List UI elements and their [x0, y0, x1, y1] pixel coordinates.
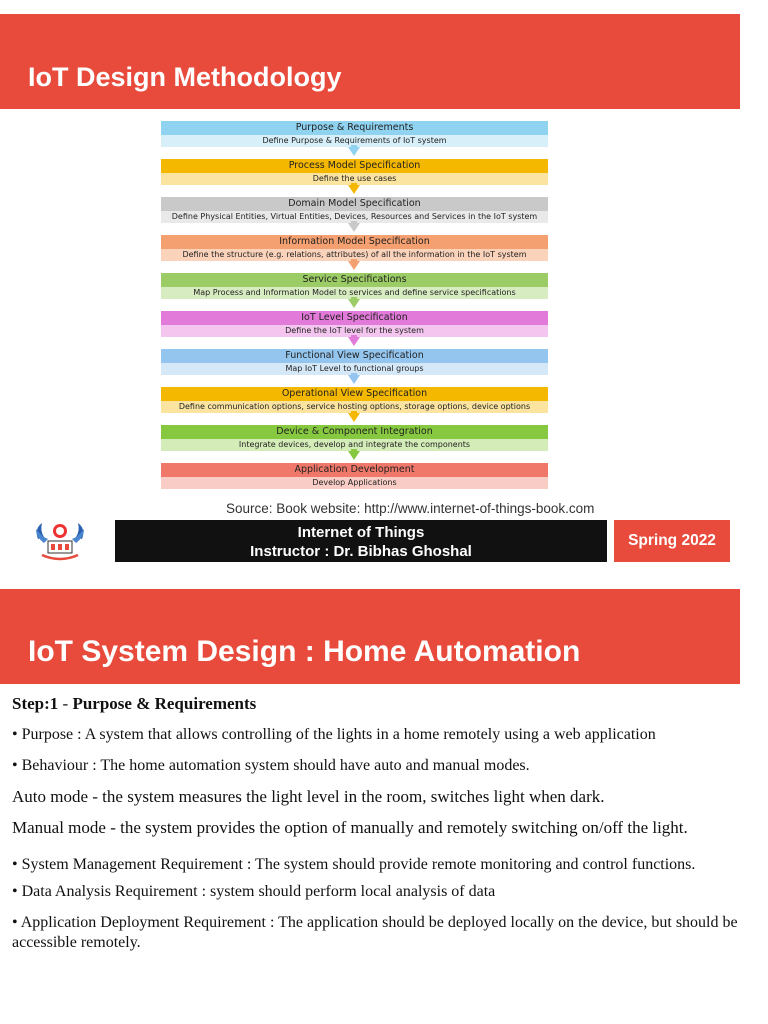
- flow-arrow-down-icon: [348, 261, 360, 270]
- methodology-flowchart: [161, 121, 548, 501]
- flow-arrow-down-icon: [348, 147, 360, 156]
- flow-step: [161, 349, 548, 387]
- paragraph-system-management: • System Management Requirement : The system should provide remote monitoring and control functions.: [12, 856, 696, 873]
- flow-arrow-down-icon: [348, 375, 360, 384]
- flow-step-title: Purpose & Requirements: [161, 121, 548, 135]
- slide1-title-banner: [0, 14, 740, 109]
- paragraph-purpose: • Purpose : A system that allows controlling of the lights in a home remotely using a web application: [12, 726, 656, 743]
- flow-step: [161, 425, 548, 463]
- flow-arrow-down-icon: [348, 299, 360, 308]
- slide2-title: IoT System Design : Home Automation: [28, 635, 581, 668]
- flow-arrow-down-icon: [348, 413, 360, 422]
- step-title: Purpose & Requirements: [72, 694, 257, 713]
- flow-arrow-down-icon: [348, 185, 360, 194]
- flow-step-title: Information Model Specification: [161, 235, 548, 249]
- instructor-name: Instructor : Dr. Bibhas Ghoshal: [250, 543, 472, 560]
- flow-step-description: Define the use cases: [161, 173, 548, 185]
- slide2-title-banner: [0, 589, 740, 684]
- step-label: Step:1: [12, 694, 59, 713]
- flow-step: [161, 463, 548, 501]
- flow-step-title: Functional View Specification: [161, 349, 548, 363]
- flow-step-description: Define the structure (e.g. relations, attributes) of all the information in the IoT system: [161, 249, 548, 261]
- source-citation: Source: Book website: http://www.internet-of-things-book.com: [226, 501, 595, 516]
- flow-step: [161, 235, 548, 273]
- paragraph-manual-mode: Manual mode - the system provides the option of manually and remotely switching on/off the light.: [12, 818, 688, 837]
- flow-step-description: Define Physical Entities, Virtual Entities, Devices, Resources and Services in the IoT system: [161, 211, 548, 223]
- flow-step-title: Device & Component Integration: [161, 425, 548, 439]
- flow-arrow-down-icon: [348, 337, 360, 346]
- term-badge: Spring 2022: [614, 520, 730, 562]
- flow-step-description: Develop Applications: [161, 477, 548, 489]
- flow-step-description: Map Process and Information Model to services and define service specifications: [161, 287, 548, 299]
- paragraph-application-deployment: • Application Deployment Requirement : The application should be deployed locally on the device, but should be accessible remotely.: [12, 914, 738, 951]
- course-name: Internet of Things: [297, 524, 425, 541]
- flow-step-description: Define communication options, service hosting options, storage options, device options: [161, 401, 548, 413]
- flow-step-description: Integrate devices, develop and integrate the components: [161, 439, 548, 451]
- flow-arrow-down-icon: [348, 223, 360, 232]
- institute-logo: [30, 517, 90, 565]
- flow-step-title: Application Development: [161, 463, 548, 477]
- flow-step: [161, 311, 548, 349]
- flow-step-description: Define the IoT level for the system: [161, 325, 548, 337]
- paragraph-data-analysis: • Data Analysis Requirement : system should perform local analysis of data: [12, 883, 496, 900]
- flow-step: [161, 121, 548, 159]
- paragraph-behaviour: • Behaviour : The home automation system should have auto and manual modes.: [12, 757, 530, 774]
- step-heading: Step:1 - Purpose & Requirements: [12, 694, 257, 713]
- flow-step-description: Define Purpose & Requirements of IoT system: [161, 135, 548, 147]
- flow-step-title: Domain Model Specification: [161, 197, 548, 211]
- flow-step-description: Map IoT Level to functional groups: [161, 363, 548, 375]
- flow-step: [161, 273, 548, 311]
- flow-step-title: Operational View Specification: [161, 387, 548, 401]
- flow-arrow-down-icon: [348, 451, 360, 460]
- slide2-body: [12, 694, 747, 964]
- flow-step-title: Process Model Specification: [161, 159, 548, 173]
- flow-step: [161, 197, 548, 235]
- flow-step: [161, 387, 548, 425]
- flow-step-title: IoT Level Specification: [161, 311, 548, 325]
- slide1-title: IoT Design Methodology: [28, 62, 342, 92]
- flow-step-title: Service Specifications: [161, 273, 548, 287]
- flow-step: [161, 159, 548, 197]
- course-footer-bar: [115, 520, 607, 562]
- paragraph-auto-mode: Auto mode - the system measures the light level in the room, switches light when dark.: [12, 787, 605, 806]
